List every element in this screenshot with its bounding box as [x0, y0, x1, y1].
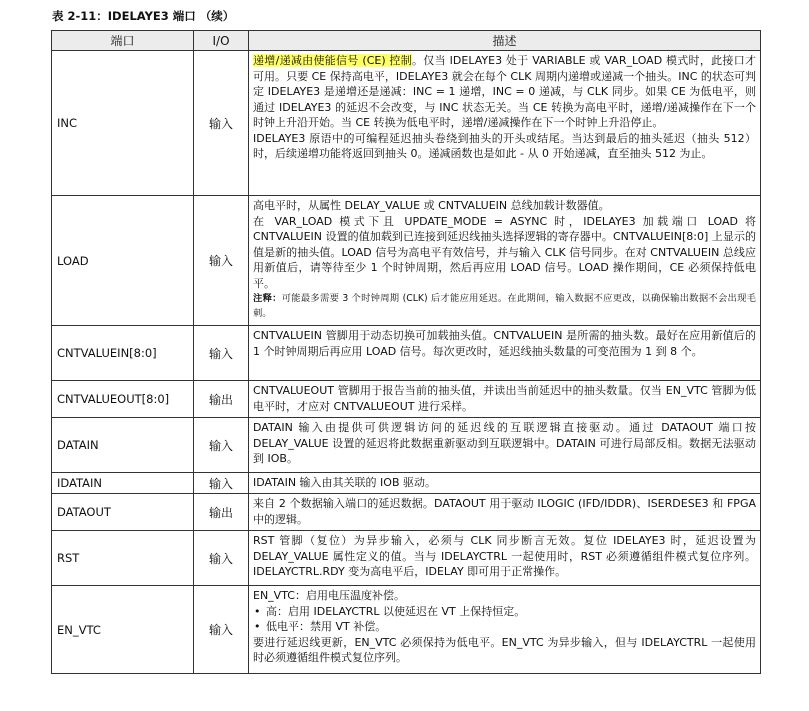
- port-io: 输出: [194, 381, 249, 418]
- highlighted-text: 递增/递减由使能信号 (CE) 控制: [253, 54, 413, 67]
- header-port: 端口: [52, 31, 194, 51]
- port-name: IDATAIN: [52, 473, 194, 494]
- port-desc: [249, 381, 761, 418]
- port-io: 输入: [194, 196, 249, 326]
- table-row: [52, 326, 761, 381]
- table-caption: 表 2-11：IDELAYE3 端口 （续）: [52, 9, 235, 23]
- desc-paragraph: IDELAYE3 原语中的可编程延迟抽头卷绕到抽头的开头或结尾。当达到最后的抽头延迟（抽头 512）时，后续递增功能将返回到抽头 0。递减函数也是如此 - 从 0 开始递减，直至抽头 512 为止。: [253, 131, 756, 160]
- port-desc: [249, 531, 761, 586]
- desc-paragraph: CNTVALUEOUT 管脚用于报告当前的抽头值，并读出当前延迟中的抽头数量。仅当 EN_VTC 管脚为低电平时，才应对 CNTVALUEOUT 进行采样。: [253, 384, 756, 413]
- header-desc: 描述: [249, 31, 761, 51]
- port-io: 输入: [194, 531, 249, 586]
- port-name: CNTVALUEIN[8:0]: [52, 326, 194, 381]
- desc-paragraph: EN_VTC：启用电压温度补偿。: [253, 589, 405, 602]
- desc-paragraph: 要进行延迟线更新，EN_VTC 必须保持为低电平。EN_VTC 为异步输入，但与 IDELAYCTRL 一起使用时必须遵循组件模式复位序列。: [253, 635, 756, 664]
- port-desc: [249, 586, 761, 674]
- port-desc: [249, 418, 761, 473]
- port-io: 输入: [194, 418, 249, 473]
- port-desc: [249, 196, 761, 326]
- port-name: CNTVALUEOUT[8:0]: [52, 381, 194, 418]
- header-row: [52, 31, 761, 51]
- port-desc: [249, 51, 761, 196]
- desc-paragraph: 来自 2 个数据输入端口的延迟数据。DATAOUT 用于驱动 ILOGIC (IFD/IDDR)、ISERDESE3 和 FPGA 中的逻辑。: [253, 497, 756, 526]
- table-row: [52, 494, 761, 531]
- table-row: [52, 531, 761, 586]
- desc-paragraph: DATAIN 输入由提供可供逻辑访问的延迟线的互联逻辑直接驱动。通过 DATAOUT 端口按 DELAY_VALUE 设置的延迟将此数据重新驱动到互联逻辑中。DATAIN 可进行局部反相。数据无法驱动到 IOB。: [253, 421, 756, 465]
- desc-paragraph: CNTVALUEIN 管脚用于动态切换可加载抽头值。CNTVALUEIN 是所需的抽头数。最好在应用新值后的 1 个时钟周期后再应用 LOAD 信号。每次更改时，延迟线抽头数量的可变范围为 1 到 8 个。: [253, 329, 756, 358]
- port-io: 输入: [194, 473, 249, 494]
- desc-paragraph: 在 VAR_LOAD 模式下且 UPDATE_MODE = ASYNC 时，IDELAYE3 加载端口 LOAD 将 CNTVALUEIN 设置的值加载到已连接到延迟线抽头选择逻辑的寄存器中。CNTVALUEIN[8:0] 上显示的值是新的抽头值。LOAD 信号为高电平有效信号，并与输入 CLK 信号同步。在对 CNTVALUEIN 总线应用新值后，请等待至少 1 个时钟周期，然后再应用 LOAD 信号。LOAD 操作期间，CE 必须保持低电平。: [253, 214, 756, 290]
- port-name: LOAD: [52, 196, 194, 326]
- ports-table: [51, 30, 761, 674]
- port-io: 输入: [194, 586, 249, 674]
- port-desc: [249, 326, 761, 381]
- list-item: • 高：启用 IDELAYCTRL 以使延迟在 VT 上保持恒定。: [253, 604, 756, 620]
- desc-paragraph: RST 管脚（复位）为异步输入，必须与 CLK 同步断言无效。复位 IDELAYE3 时，延迟设置为 DELAY_VALUE 属性定义的值。当与 IDELAYCTRL 一起使用时，RST 必须遵循组件模式复位序列。IDELAYCTRL.RDY 变为高电平后，IDELAY 即可用于正常操作。: [253, 534, 756, 578]
- port-name: INC: [52, 51, 194, 196]
- list-item: • 低电平：禁用 VT 补偿。: [253, 619, 756, 635]
- port-desc: [249, 494, 761, 531]
- desc-paragraph: 高电平时，从属性 DELAY_VALUE 或 CNTVALUEIN 总线加载计数器值。: [253, 199, 610, 212]
- port-name: DATAIN: [52, 418, 194, 473]
- port-desc: [249, 473, 761, 494]
- port-name: RST: [52, 531, 194, 586]
- table-row: [52, 381, 761, 418]
- port-name: DATAOUT: [52, 494, 194, 531]
- table-row: [52, 418, 761, 473]
- bullet-list: [253, 604, 756, 635]
- table-row: [52, 586, 761, 674]
- table-row: [52, 196, 761, 326]
- desc-text: 。仅当 IDELAYE3 处于 VARIABLE 或 VAR_LOAD 模式时，此接口才可用。只要 CE 保持高电平，IDELAYE3 就会在每个 CLK 周期内递增或递减一个抽头。INC 的状态可判定 IDELAYE3 是递增还是递减：INC = 1 递增，INC = 0 递减，与 CLK 同步。如果 CE 为低电平，则通过 IDELAYE3 的延迟不会改变，与 INC 状态无关。当 CE 转换为高电平时，递增/递减操作在下一个时钟上升沿开始。当 CE 转换为低电平时，递增/递减操作在下一个时钟上升沿停止。: [253, 54, 756, 129]
- note-paragraph: [253, 291, 756, 321]
- table-row: [52, 51, 761, 196]
- note-label: 注释：: [253, 293, 282, 304]
- port-name: EN_VTC: [52, 586, 194, 674]
- port-io: 输入: [194, 51, 249, 196]
- port-io: 输入: [194, 326, 249, 381]
- note-text: 可能最多需要 3 个时钟周期 (CLK) 后才能应用延迟。在此期间，输入数据不应更改，以确保输出数据不会出现毛刺。: [253, 293, 756, 319]
- port-io: 输出: [194, 494, 249, 531]
- header-io: I/O: [194, 31, 249, 51]
- desc-paragraph: IDATAIN 输入由其关联的 IOB 驱动。: [253, 476, 436, 489]
- table-row: [52, 473, 761, 494]
